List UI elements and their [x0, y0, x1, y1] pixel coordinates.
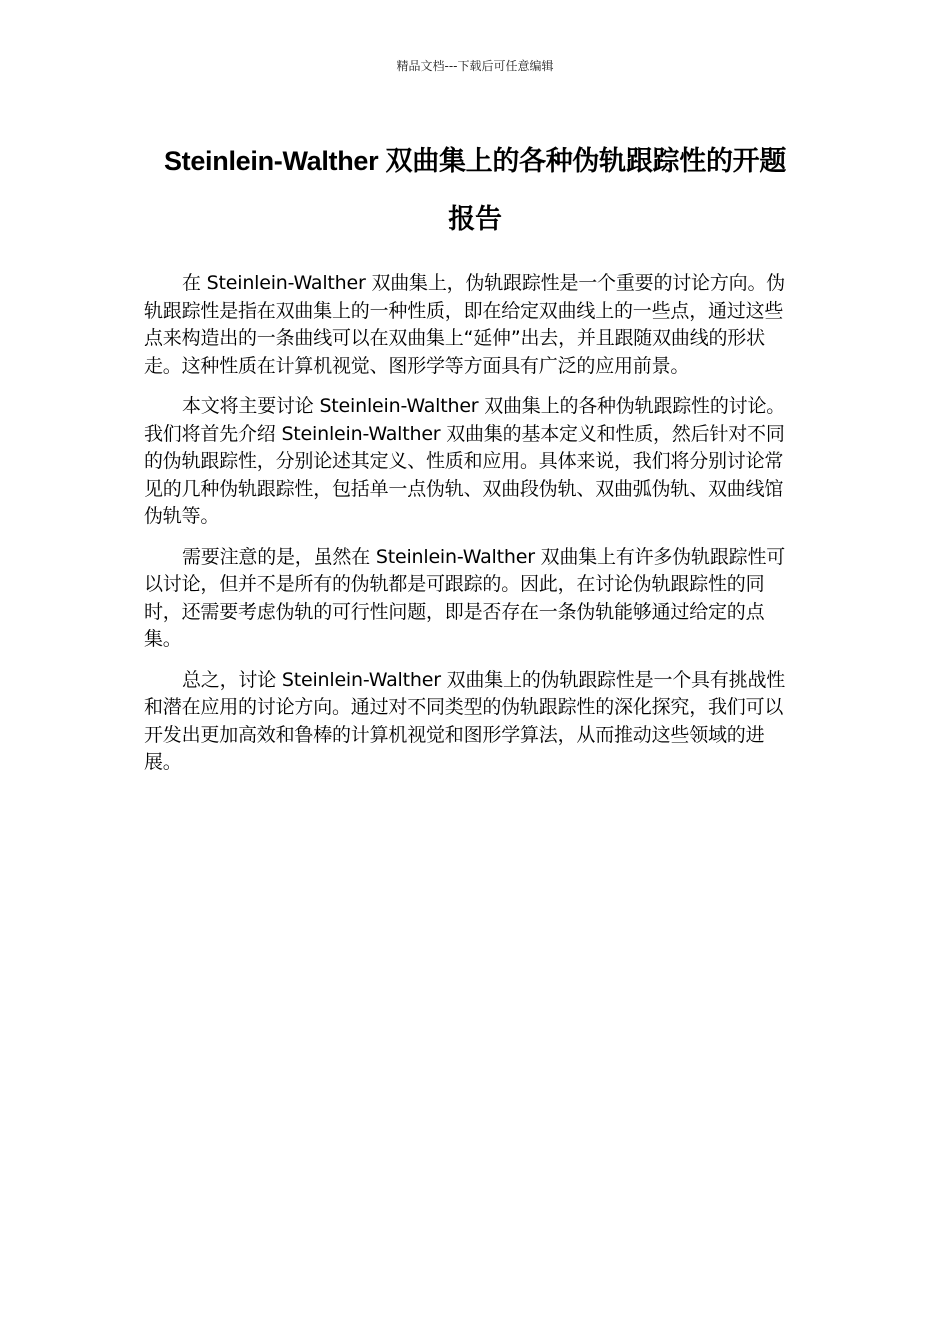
document-title-line-1: Steinlein-Walther 双曲集上的各种伪轨跟踪性的开题: [163, 146, 787, 176]
document-title-line-2: 报告: [448, 204, 502, 234]
paragraph-4: 总之，讨论 Steinlein-Walther 双曲集上的伪轨跟踪性是一个具有挑战性和潜在应用的讨论方向。通过对不同类型的伪轨跟踪性的深化探究，我们可以开发出更加高效和鲁棒的计算机视觉和图形学算法，从而推动这些领域的进展。: [144, 668, 786, 773]
header-note: 精品文档---下载后可任意编辑: [396, 59, 554, 73]
document-body: [144, 270, 796, 790]
paragraph-2: 本文将主要讨论 Steinlein-Walther 双曲集上的各种伪轨跟踪性的讨论。我们将首先介绍 Steinlein-Walther 双曲集的基本定义和性质，然后针对不同的伪轨跟踪性，分别论述其定义、性质和应用。具体来说，我们将分别讨论常见的几种伪轨跟踪性，包括单一点伪轨、双曲段伪轨、双曲弧伪轨、双曲线馆伪轨等。: [144, 395, 786, 527]
paragraph-1: 在 Steinlein-Walther 双曲集上，伪轨跟踪性是一个重要的讨论方向。伪轨跟踪性是指在双曲集上的一种性质，即在给定双曲线上的一些点，通过这些点来构造出的一条曲线可以在双曲集上“延伸”出去，并且跟随双曲线的形状走。这种性质在计算机视觉、图形学等方面具有广泛的应用前景。: [144, 272, 786, 377]
document-title: [140, 132, 810, 248]
paragraph-3: 需要注意的是，虽然在 Steinlein-Walther 双曲集上有许多伪轨跟踪性可以讨论，但并不是所有的伪轨都是可跟踪的。因此，在讨论伪轨跟踪性的同时，还需要考虑伪轨的可行性问题，即是否存在一条伪轨能够通过给定的点集。: [144, 545, 786, 650]
